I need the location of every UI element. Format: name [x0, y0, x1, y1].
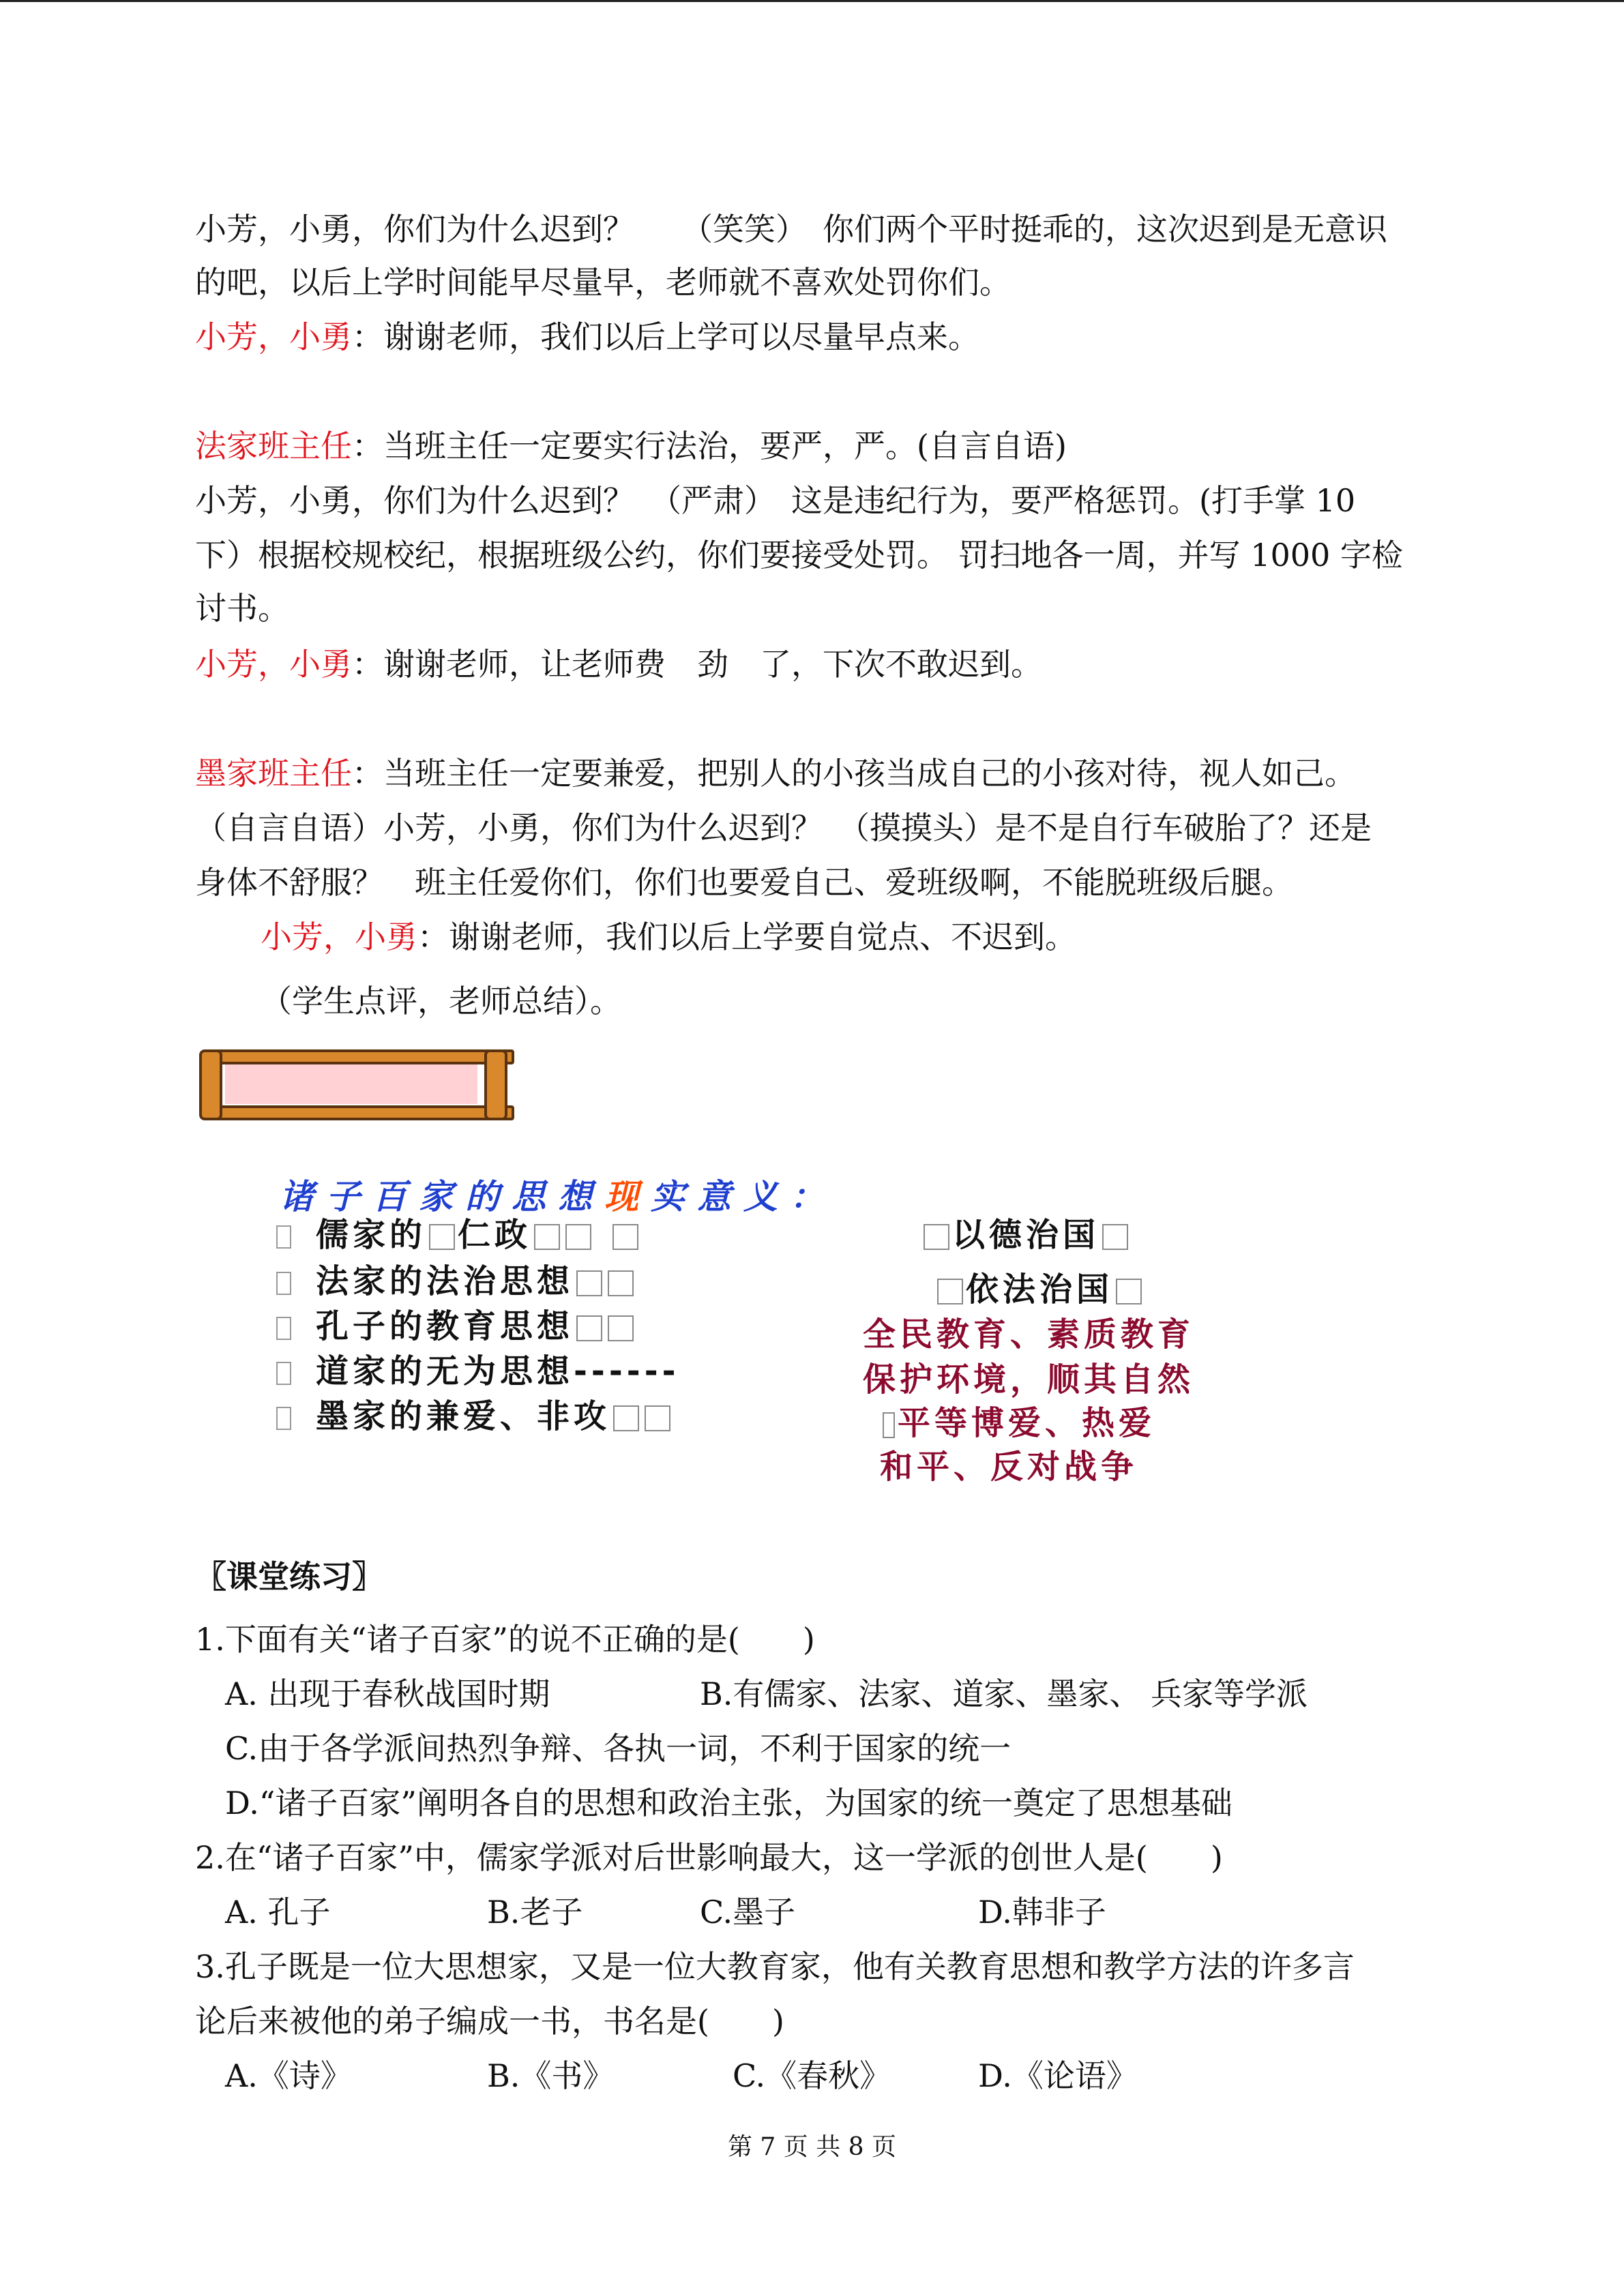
- speaker-label: 小芳，小勇: [195, 318, 352, 355]
- dialogue-line: （自言自语）小芳，小勇，你们为什么迟到？ （摸摸头）是不是自行车破胎了？还是: [195, 809, 1372, 846]
- reply-line: [195, 637, 1436, 691]
- bullet-icon: [276, 1407, 291, 1430]
- scroll-top-bar: [209, 1049, 514, 1064]
- bullet-icon: [276, 1272, 291, 1295]
- box-icon: [645, 1405, 670, 1431]
- reply-line: [261, 910, 1502, 964]
- q3-option-c: C.《春秋》: [733, 2057, 891, 2094]
- scroll-paper: [225, 1060, 477, 1104]
- exercise-heading: 〖课堂练习〗: [195, 1558, 383, 1595]
- meaning-item: 以德治国: [921, 1208, 1131, 1255]
- reply-text: ：谢谢老师，让老师费 劲 了，下次不敢迟到。: [352, 646, 1042, 683]
- q2-option-d: D.韩非子: [978, 1894, 1106, 1930]
- q2-option-a: A. 孔子: [225, 1894, 331, 1930]
- q2-option-c: C.墨子: [700, 1894, 796, 1930]
- legalist-line: [195, 419, 1436, 473]
- bullet-icon: [276, 1225, 291, 1249]
- box-icon: [576, 1315, 602, 1341]
- meaning-item: 保护环境，顺其自然: [863, 1360, 1195, 1399]
- q3-option-b: B.《书》: [487, 2057, 615, 2094]
- q1-option-b: B.有儒家、法家、道家、墨家、 兵家等学派: [700, 1675, 1308, 1712]
- speech-text: ：当班主任一定要实行法治，要严，严。(自言自语): [352, 428, 1067, 464]
- thought-item: 道家的无为思想------: [276, 1345, 680, 1392]
- dialogue-line: 小芳，小勇，你们为什么迟到？ （严肃） 这是违纪行为，要严格惩罚。(打手掌 10: [195, 482, 1356, 519]
- summary-line: （学生点评，老师总结）。: [261, 983, 621, 1019]
- reply-text: ：谢谢老师，我们以后上学要自觉点、不迟到。: [417, 919, 1076, 955]
- box-icon: [1116, 1279, 1142, 1304]
- thought-item: 儒家的 仁政: [276, 1208, 641, 1255]
- q3-option-d: D.《论语》: [978, 2057, 1138, 2094]
- mohist-line: [195, 746, 1436, 801]
- question-3: 3.孔子既是一位大思想家，又是一位大教育家，他有关教育思想和教学方法的许多言: [195, 1948, 1355, 1985]
- box-icon: [565, 1224, 591, 1250]
- box-icon: [924, 1224, 949, 1250]
- speech-text: ：当班主任一定要兼爱，把别人的小孩当成自己的小孩对待，视人如己。: [352, 755, 1356, 792]
- meaning-item: 依法治国: [934, 1263, 1145, 1310]
- box-icon: [576, 1270, 602, 1296]
- meaning-item: 和平、反对战争: [880, 1448, 1138, 1486]
- q1-option-a: A. 出现于春秋战国时期: [225, 1675, 550, 1712]
- box-icon: [937, 1279, 963, 1304]
- bullet-icon: [276, 1317, 291, 1340]
- box-icon: [613, 1405, 639, 1431]
- box-icon: [608, 1315, 634, 1341]
- speaker-label: 小芳，小勇: [195, 646, 352, 683]
- thought-item: 法家的法治思想: [276, 1255, 636, 1302]
- speaker-label: 小芳，小勇: [261, 919, 417, 955]
- dialogue-line: 讨书。: [195, 590, 289, 627]
- dialogue-line: 下）根据校规校纪，根据班级公约，你们要接受处罚。 罚扫地各一周，并写 1000 字检: [195, 537, 1403, 573]
- scroll-right-rod: [484, 1049, 507, 1120]
- page-footer: 第 7 页 共 8 页: [727, 2133, 897, 2161]
- scroll-left-rod: [199, 1049, 222, 1120]
- speaker-label: 墨家班主任: [195, 755, 352, 792]
- box-icon: [429, 1224, 455, 1250]
- question-3-cont: 论后来被他的弟子编成一书，书名是( ): [195, 2003, 784, 2040]
- scroll-banner-image: [198, 1047, 525, 1120]
- box-icon: [883, 1412, 895, 1438]
- significance-title: 诸子百家的思想现实意义：: [280, 1177, 836, 1217]
- question-2: 2.在“诸子百家”中，儒家学派对后世影响最大，这一学派的创世人是( ): [195, 1839, 1223, 1876]
- page-top-border: [0, 0, 1624, 2]
- bullet-icon: [276, 1362, 291, 1385]
- q2-option-b: B.老子: [487, 1894, 583, 1930]
- dialogue-line: 身体不舒服？ 班主任爱你们，你们也要爱自己、爱班级啊，不能脱班级后腿。: [195, 864, 1293, 901]
- q1-option-c: C.由于各学派间热烈争辩、各执一词，不利于国家的统一: [225, 1730, 1012, 1767]
- thought-item: 孔子的教育思想: [276, 1300, 636, 1347]
- speaker-label: 法家班主任: [195, 428, 352, 464]
- dialogue-line: 的吧，以后上学时间能早尽量早，老师就不喜欢处罚你们。: [195, 264, 1011, 301]
- meaning-item: 全民教育、素质教育: [863, 1315, 1195, 1354]
- box-icon: [534, 1224, 560, 1250]
- q1-option-d: D.“诸子百家”阐明各自的思想和政治主张，为国家的统一奠定了思想基础: [225, 1785, 1232, 1821]
- box-icon: [608, 1270, 634, 1296]
- reply-text: ：谢谢老师，我们以后上学可以尽量早点来。: [352, 318, 979, 355]
- meaning-item: 平等博爱、热爱: [880, 1397, 1155, 1444]
- question-1: 1.下面有关“诸子百家”的说不正确的是( ): [195, 1621, 815, 1658]
- reply-line: [195, 310, 1436, 364]
- scroll-bottom-bar: [209, 1105, 514, 1120]
- dialogue-line: 小芳，小勇，你们为什么迟到？ （笑笑） 你们两个平时挺乖的，这次迟到是无意识: [195, 211, 1387, 248]
- box-icon: [1102, 1224, 1128, 1250]
- q3-option-a: A.《诗》: [225, 2057, 352, 2094]
- thought-item: 墨家的兼爱、非攻: [276, 1390, 673, 1437]
- box-icon: [612, 1224, 638, 1250]
